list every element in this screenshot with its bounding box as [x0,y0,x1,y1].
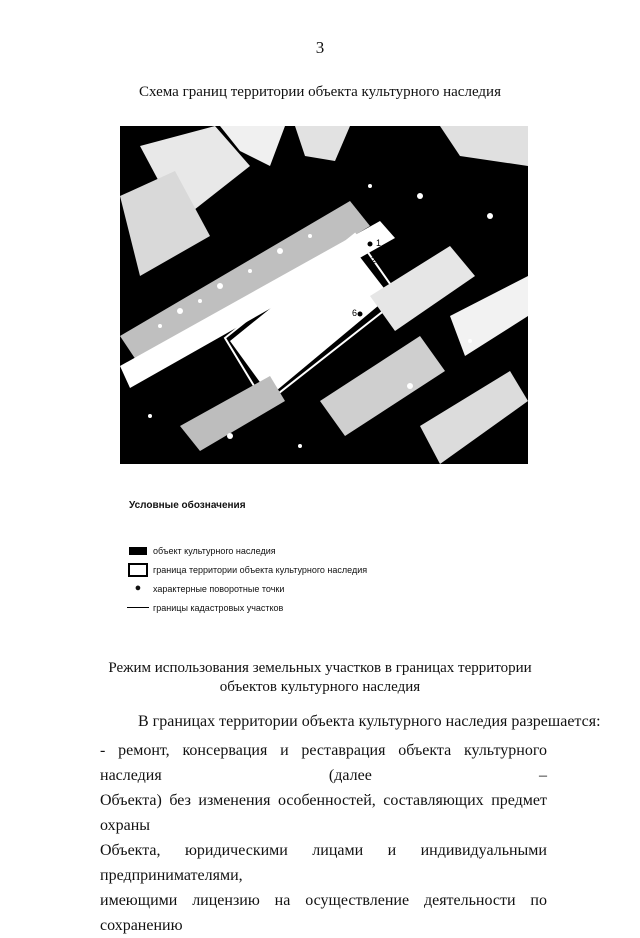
body-line: имеющими лицензию на осуществление деятельности по сохранению [100,892,547,934]
allowed-heading: В границах территории объекта культурного наследия разрешается: [138,713,601,730]
filled-rect-icon [127,547,149,555]
legend-item-territory-boundary [127,560,367,579]
legend-item-label: характерные поворотные точки [153,583,285,594]
point-label-6: 6 [352,308,358,318]
body-line: Объекта, юридическими лицами и индивидуальными предпринимателями, [100,842,547,884]
legend-item-cadastral-boundaries [127,598,367,617]
point-label-2: 2 [371,255,377,265]
legend [127,541,367,617]
legend-item-turning-points [127,579,367,598]
turning-point-marker [363,257,368,262]
body-line: Объекта) без изменения особенностей, составляющих предмет охраны [100,792,547,834]
legend-title: Условные обозначения [129,500,246,511]
line-icon [127,607,149,608]
legend-item-label: объект культурного наследия [153,545,276,556]
dot-icon: ● [134,582,142,594]
site-map [120,126,528,464]
turning-point-marker [358,312,363,317]
scheme-title: Схема границ территории объекта культурного наследия [139,84,501,100]
body-text [100,738,547,938]
outlined-rect-icon [127,563,149,577]
section-heading: Режим использования земельных участков в границах территории объектов культурного наследия [108,660,532,695]
legend-item-label: границы кадастровых участков [153,602,284,613]
legend-item-heritage-object [127,541,367,560]
aerial-photo [120,126,528,464]
point-label-1: 1 [376,238,382,248]
legend-item-label: граница территории объекта культурного наследия [153,564,368,575]
turning-point-marker [368,242,373,247]
page-number: 3 [315,38,325,57]
body-line: - ремонт, консервация и реставрация объекта культурного наследия (далее – [100,742,547,784]
